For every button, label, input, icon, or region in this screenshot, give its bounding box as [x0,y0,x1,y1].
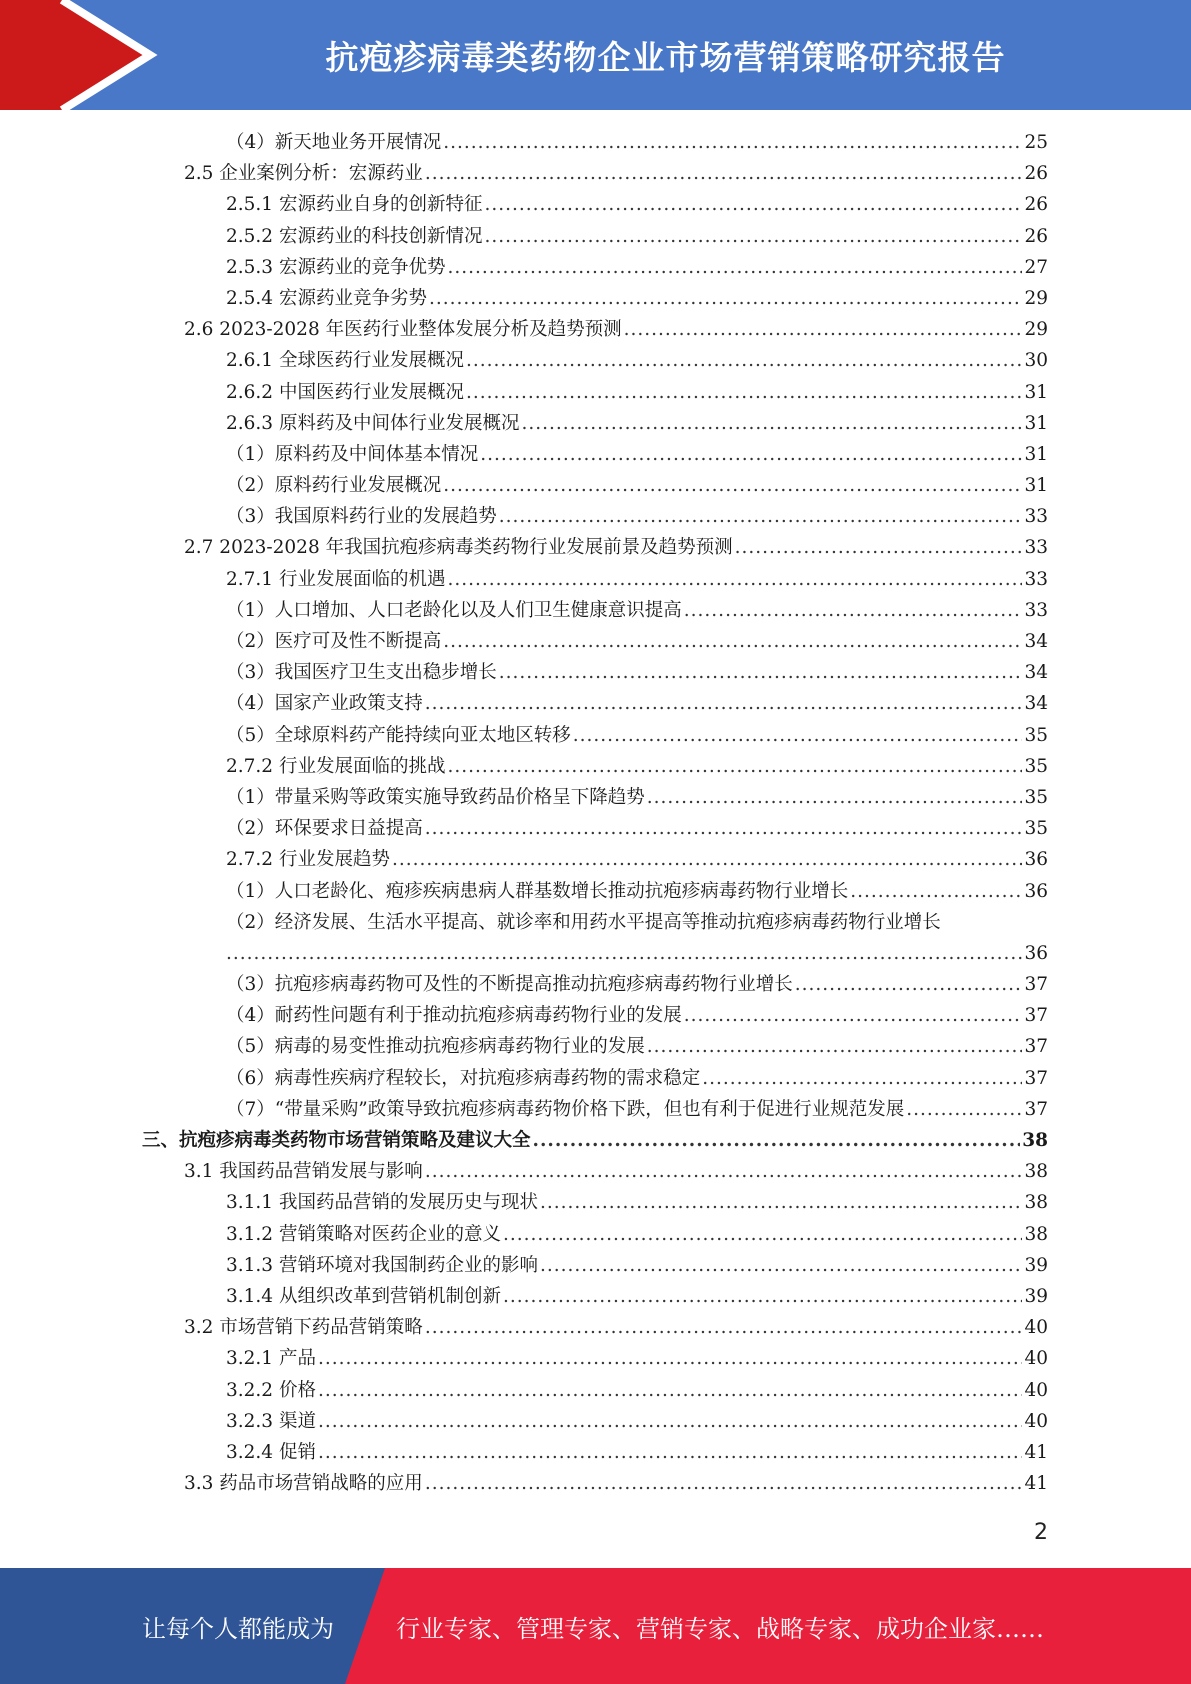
toc-leader-dots [318,1437,1023,1468]
toc-entry-title: 2.6.3 原料药及中间体行业发展概况 [226,412,520,434]
toc-entry-title: 三、抗疱疹病毒类药物市场营销策略及建议大全 [142,1130,531,1152]
toc-leader-dots [647,782,1023,813]
toc-entry-page: 40 [1024,1379,1048,1401]
toc-leader-dots [499,501,1023,532]
toc-entry-page: 27 [1024,256,1048,278]
toc-entry-title: （3）抗疱疹病毒药物可及性的不断提高推动抗疱疹病毒药物行业增长 [226,974,793,996]
toc-leader-dots [540,1187,1022,1218]
toc-entry-title: 2.6.1 全球医药行业发展概况 [226,350,464,372]
toc-entry[interactable] [0,1219,1191,1250]
toc-entry[interactable] [0,377,1191,408]
toc-entry-page: 35 [1024,755,1048,777]
toc-entry-title: （4）新天地业务开展情况 [226,132,442,153]
toc-entry-page: 40 [1024,1317,1048,1339]
toc-entry[interactable] [0,1375,1191,1406]
page-footer [0,1568,1191,1684]
footer-slogan-left: 让每个人都能成为 [142,1614,334,1643]
toc-entry-page: 38 [1024,1192,1048,1214]
toc-entry[interactable] [0,158,1191,189]
toc-leader-dots [425,813,1023,844]
toc-entry-title: 3.1.1 我国药品营销的发展历史与现状 [226,1192,538,1214]
toc-entry-title: （7）“带量采购”政策导致抗疱疹病毒药物价格下跌，但也有利于促进行业规范发展 [226,1098,905,1120]
toc-entry-title: 2.5.4 宏源药业竞争劣势 [226,287,427,309]
toc-leader-dots [484,189,1022,220]
toc-entry-page: 31 [1024,443,1048,465]
toc-leader-dots [425,158,1023,189]
toc-entry-page: 33 [1024,599,1048,621]
toc-entry[interactable] [0,283,1191,314]
toc-entry-page: 40 [1024,1410,1048,1432]
toc-leader-dots [684,1000,1023,1031]
toc-entry-title: 3.2 市场营销下药品营销策略 [184,1317,423,1339]
toc-leader-dots [906,1094,1022,1125]
toc-entry-page: 33 [1024,568,1048,590]
toc-entry[interactable] [0,1187,1191,1218]
toc-entry-page: 35 [1024,818,1048,840]
toc-leader-dots [318,1343,1023,1374]
toc-leader-dots [392,844,1022,875]
toc-leader-dots [647,1031,1023,1062]
toc-entry[interactable] [0,1281,1191,1312]
toc-leader-dots [443,470,1022,501]
toc-entry[interactable] [0,314,1191,345]
toc-entry[interactable] [0,1063,1191,1094]
toc-entry[interactable] [0,345,1191,376]
toc-entry[interactable] [0,564,1191,595]
toc-entry[interactable] [0,1468,1191,1499]
toc-entry-title: 2.6 2023-2028 年医药行业整体发展分析及趋势预测 [184,319,622,341]
toc-entry-title: 3.2.4 促销 [226,1441,316,1463]
toc-entry-title: 3.1 我国药品营销发展与影响 [184,1161,423,1183]
toc-leader-dots [521,408,1022,439]
toc-entry[interactable] [0,813,1191,844]
toc-entry-page: 33 [1024,506,1048,528]
toc-leader-dots [447,751,1022,782]
toc-entry[interactable] [0,439,1191,470]
toc-entry-page: 26 [1024,163,1048,185]
toc-leader-dots [447,564,1022,595]
toc-entry-title: 2.7.2 行业发展面临的挑战 [226,755,446,777]
toc-entry-page: 25 [1024,132,1048,153]
toc-entry-page: 34 [1024,631,1048,652]
toc-entry-page: 37 [1024,1005,1048,1027]
toc-entry[interactable] [0,1094,1191,1125]
toc-entry-page: 38 [1024,1223,1048,1245]
toc-entry[interactable] [0,1406,1191,1437]
toc-entry-title: （6）病毒性疾病疗程较长，对抗疱疹病毒药物的需求稳定 [226,1067,701,1089]
toc-entry-page: 31 [1024,381,1048,403]
toc-entry-title: 3.2.1 产品 [226,1348,316,1370]
toc-entry-title: 2.7.2 行业发展趋势 [226,849,390,871]
toc-entry-page: 37 [1024,1036,1048,1058]
toc-leader-dots [540,1250,1022,1281]
toc-leader-dots [503,1281,1022,1312]
toc-entry[interactable] [0,532,1191,563]
toc-entry-page: 41 [1024,1441,1048,1463]
toc-leader-dots [466,377,1022,408]
toc-entry-title: 2.5.1 宏源药业自身的创新特征 [226,194,483,216]
toc-entry-title: （3）我国医疗卫生支出稳步增长 [226,662,497,684]
toc-entry-title: 3.2.3 渠道 [226,1410,316,1432]
toc-entry-page: 26 [1024,194,1048,216]
toc-entry-page: 35 [1024,786,1048,808]
toc-entry[interactable] [0,221,1191,252]
toc-entry[interactable] [0,1125,1191,1156]
toc-entry-page: 29 [1024,287,1048,309]
toc-entry-title: （5）病毒的易变性推动抗疱疹病毒药物行业的发展 [226,1036,645,1058]
page-number: 2 [1034,1520,1048,1545]
toc-entry-title: （5）全球原料药产能持续向亚太地区转移 [226,724,571,746]
toc-leader-dots [735,532,1023,563]
toc-leader-dots [447,252,1022,283]
toc-leader-dots [425,1156,1023,1187]
toc-entry[interactable] [0,1031,1191,1062]
toc-entry[interactable] [0,1000,1191,1031]
toc-leader-dots [573,720,1023,751]
footer-slogan-right: 行业专家、管理专家、营销专家、战略专家、成功企业家…… [396,1614,1044,1643]
toc-entry[interactable] [0,1343,1191,1374]
toc-leader-dots [624,314,1023,345]
toc-entry-title: （1）人口增加、人口老龄化以及人们卫生健康意识提高 [226,599,682,621]
toc-leader-dots [484,221,1022,252]
toc-entry-page: 37 [1024,974,1048,996]
toc-entry[interactable] [0,876,1191,907]
toc-leader-dots [533,1125,1021,1156]
toc-entry-title: （1）原料药及中间体基本情况 [226,443,479,465]
toc-entry-page: 29 [1024,319,1048,341]
toc-entry[interactable] [0,1156,1191,1187]
toc-entry-title: 3.2.2 价格 [226,1379,316,1401]
toc-leader-dots [480,439,1022,470]
toc-entry-page: 39 [1024,1254,1048,1276]
toc-entry-page: 41 [1024,1473,1048,1495]
toc-entry-page: 31 [1024,475,1048,497]
toc-entry[interactable] [0,907,1191,969]
toc-entry[interactable] [0,501,1191,532]
toc-entry-page: 33 [1024,537,1048,559]
toc-entry[interactable] [0,720,1191,751]
toc-entry[interactable] [0,751,1191,782]
toc-entry-title: （1）人口老龄化、疱疹疾病患病人群基数增长推动抗疱疹病毒药物行业增长 [226,880,849,902]
toc-leader-dots [466,345,1022,376]
page-header [0,0,1191,110]
toc-entry[interactable] [0,189,1191,220]
toc-entry-title: 2.7 2023-2028 年我国抗疱疹病毒类药物行业发展前景及趋势预测 [184,537,733,559]
table-of-contents [0,127,1191,1499]
toc-leader-dots [318,1406,1023,1437]
toc-entry-title: （2）经济发展、生活水平提高、就诊率和用药水平提高等推动抗疱疹病毒药物行业增长 [226,911,941,933]
toc-entry[interactable] [0,595,1191,626]
toc-entry-title: （4）国家产业政策支持 [226,693,423,715]
toc-entry-page: 30 [1024,350,1048,372]
toc-entry-page: 37 [1024,1098,1048,1120]
toc-entry-title: （1）带量采购等政策实施导致药品价格呈下降趋势 [226,786,645,808]
toc-entry[interactable] [0,252,1191,283]
toc-entry-page: 38 [1022,1130,1048,1152]
toc-leader-dots [443,626,1022,657]
toc-entry-page: 35 [1024,724,1048,746]
toc-entry-page: 39 [1024,1285,1048,1307]
toc-entry[interactable] [0,626,1191,657]
toc-leader-dots [226,938,1022,969]
toc-entry-title: 2.7.1 行业发展面临的机遇 [226,568,446,590]
toc-leader-dots [429,283,1022,314]
toc-entry-page: 38 [1024,1161,1048,1183]
toc-entry-title: （2）环保要求日益提高 [226,818,423,840]
toc-leader-dots [425,1312,1023,1343]
toc-leader-dots [503,1219,1022,1250]
toc-entry-title: （2）医疗可及性不断提高 [226,631,442,652]
toc-entry-page: 34 [1024,693,1048,715]
toc-leader-dots [318,1375,1023,1406]
toc-entry-page: 31 [1024,412,1048,434]
toc-leader-dots [795,969,1023,1000]
toc-leader-dots [425,688,1023,719]
toc-entry-page: 36 [1024,942,1048,964]
toc-entry-title: 2.5 企业案例分析：宏源药业 [184,163,423,185]
toc-entry-title: 2.5.3 宏源药业的竞争优势 [226,256,446,278]
toc-entry-title: 3.1.3 营销环境对我国制药企业的影响 [226,1254,538,1276]
toc-entry-page: 34 [1024,662,1048,684]
toc-entry[interactable] [0,1312,1191,1343]
toc-entry[interactable] [0,969,1191,1000]
toc-leader-dots [702,1063,1022,1094]
toc-entry-page: 40 [1024,1348,1048,1370]
report-title: 抗疱疹病毒类药物企业市场营销策略研究报告 [325,37,1006,77]
toc-entry[interactable] [0,470,1191,501]
toc-entry[interactable] [0,782,1191,813]
toc-entry-title: 2.6.2 中国医药行业发展概况 [226,381,464,403]
toc-leader-dots [425,1468,1023,1499]
toc-entry[interactable] [0,408,1191,439]
toc-leader-dots [684,595,1023,626]
toc-entry-title: 3.1.2 营销策略对医药企业的意义 [226,1223,501,1245]
toc-entry-title: 3.3 药品市场营销战略的应用 [184,1473,423,1495]
toc-leader-dots [850,876,1022,907]
toc-entry[interactable] [0,657,1191,688]
toc-entry-title: （3）我国原料药行业的发展趋势 [226,506,497,528]
toc-entry[interactable] [0,844,1191,875]
toc-leader-dots [499,657,1023,688]
toc-entry[interactable] [0,688,1191,719]
toc-entry-title: （4）耐药性问题有利于推动抗疱疹病毒药物行业的发展 [226,1005,682,1027]
toc-entry-title: 2.5.2 宏源药业的科技创新情况 [226,225,483,247]
toc-entry-title: （2）原料药行业发展概况 [226,475,442,497]
toc-leader-dots [443,127,1022,158]
toc-entry-page: 36 [1024,880,1048,902]
toc-entry[interactable] [0,1437,1191,1468]
toc-entry-page: 37 [1024,1067,1048,1089]
toc-entry-page: 36 [1024,849,1048,871]
toc-entry-title: 3.1.4 从组织改革到营销机制创新 [226,1285,501,1307]
toc-entry[interactable] [0,1250,1191,1281]
toc-entry[interactable] [0,127,1191,158]
toc-entry-page: 26 [1024,225,1048,247]
